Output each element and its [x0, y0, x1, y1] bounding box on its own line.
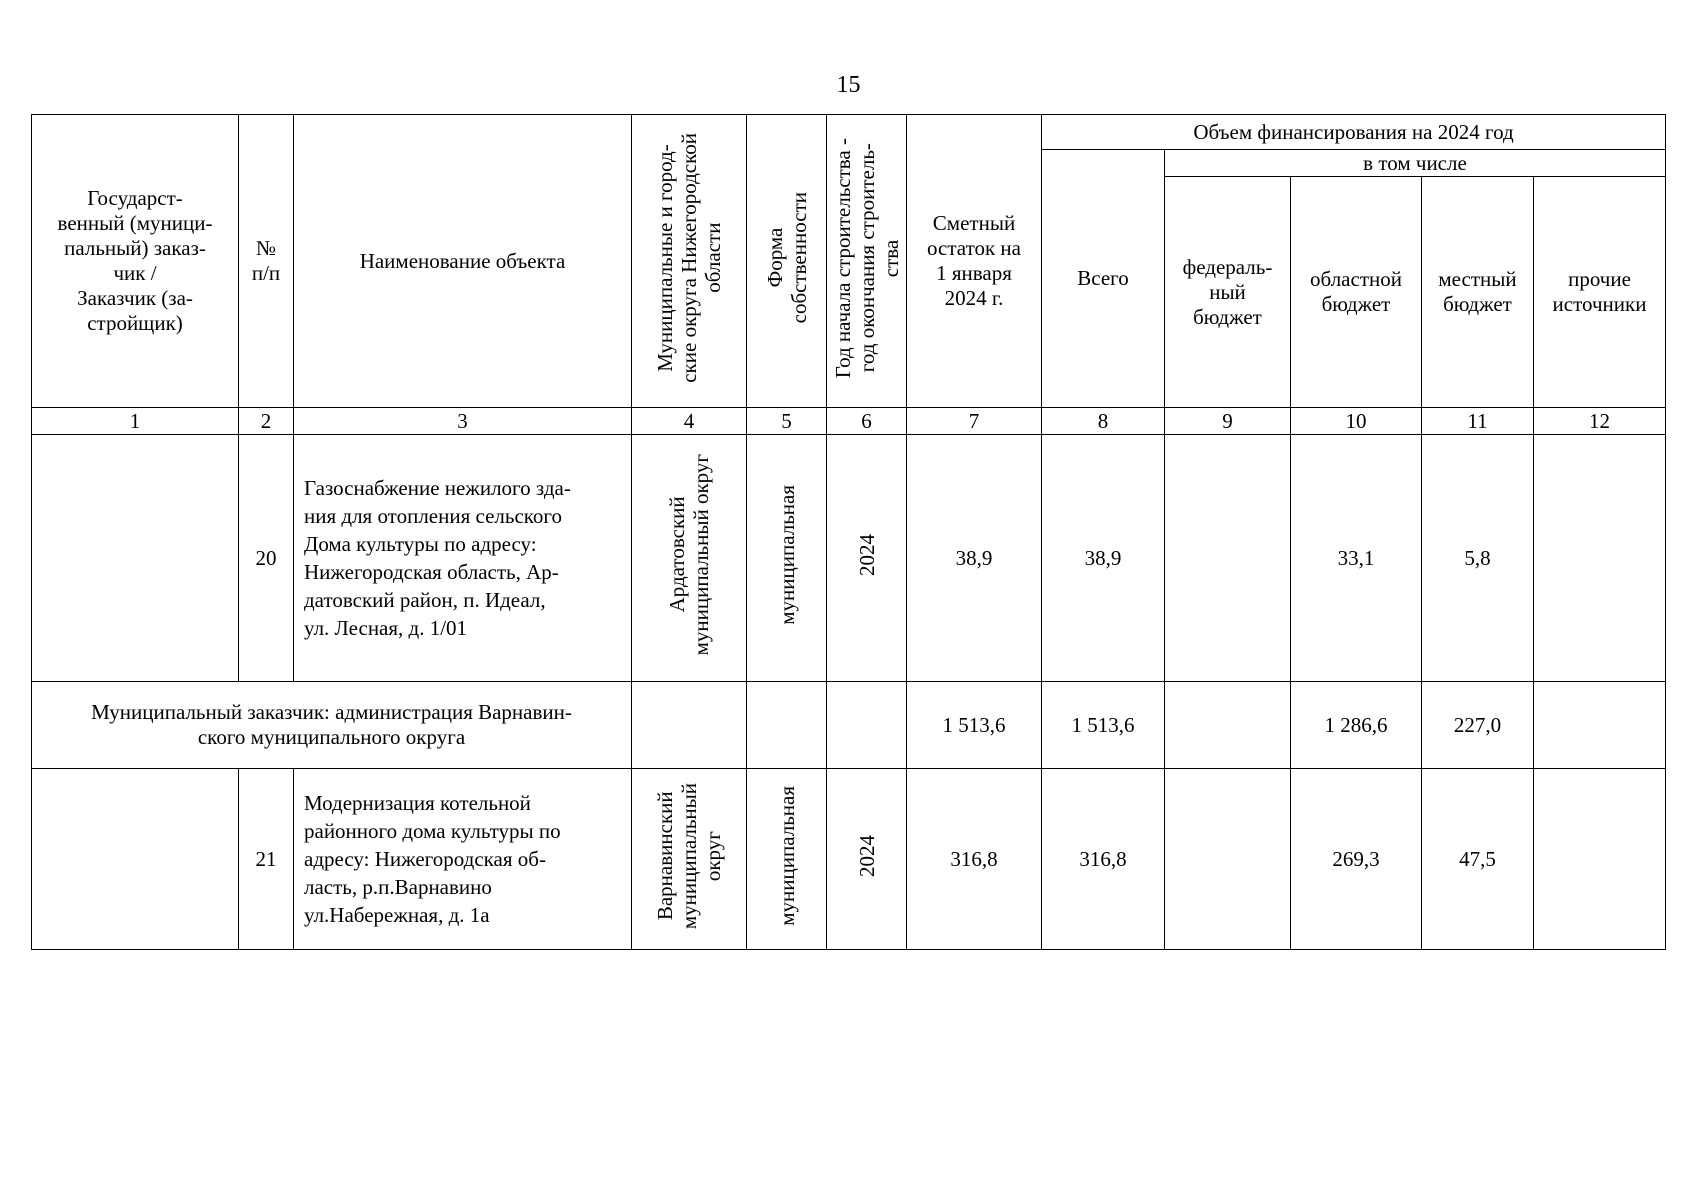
local-value: 227,0 — [1422, 682, 1534, 769]
total-value: 38,9 — [1042, 435, 1165, 682]
funding-table — [31, 114, 1666, 950]
object-name-text: Газоснабжение нежилого зда- ния для отопления сельского Дома культуры по адресу: Нижегородская область, Ар- датовский район, п. Идеал, ул. Лесная, д. 1/01 — [304, 476, 571, 640]
column-number-row — [32, 408, 1666, 435]
customer-group-row — [32, 682, 1666, 769]
header-estimated-balance — [907, 115, 1042, 408]
local-value: 5,8 — [1422, 435, 1534, 682]
ownership-cell — [747, 682, 827, 769]
header-district-text: Муниципальные и город- ские округа Нижегородской области — [653, 133, 725, 383]
header-district — [632, 115, 747, 408]
row-number: 20 — [239, 435, 294, 682]
header-other-text: прочие источники — [1552, 267, 1647, 316]
header-regional-text: областной бюджет — [1310, 267, 1402, 316]
header-funding-group — [1042, 115, 1666, 150]
federal-value — [1165, 769, 1291, 950]
years-text: 2024 — [854, 534, 879, 576]
district-cell — [632, 435, 747, 682]
column-number: 4 — [632, 408, 747, 435]
years-cell — [827, 682, 907, 769]
object-name — [294, 435, 632, 682]
header-customer — [32, 115, 239, 408]
other-value — [1534, 435, 1666, 682]
header-row — [32, 115, 1666, 150]
header-total-text: Всего — [1077, 266, 1129, 290]
header-object-name-text: Наименование объекта — [359, 248, 566, 273]
header-ownership — [747, 115, 827, 408]
column-number: 9 — [1165, 408, 1291, 435]
column-number: 5 — [747, 408, 827, 435]
header-federal-text: федераль- ный бюджет — [1182, 254, 1273, 329]
object-name-text: Модернизация котельной районного дома культуры по адресу: Нижегородская об- ласть, р.п.Варнавино ул.Набережная, д. 1а — [304, 791, 561, 927]
total-value: 1 513,6 — [1042, 682, 1165, 769]
column-number: 6 — [827, 408, 907, 435]
header-federal — [1165, 177, 1291, 408]
header-number — [239, 115, 294, 408]
column-number: 10 — [1291, 408, 1422, 435]
header-number-text: № п/п — [251, 236, 281, 285]
header-funding-group-text: Объем финансирования на 2024 год — [1193, 119, 1514, 144]
customer-group-label — [32, 682, 632, 769]
table-row — [32, 769, 1666, 950]
ownership-text: муниципальная — [774, 786, 799, 926]
header-years-text: Год начала строительства - год окончания строитель- ства — [830, 137, 903, 379]
estimated-balance-value: 316,8 — [907, 769, 1042, 950]
local-value: 47,5 — [1422, 769, 1534, 950]
federal-value — [1165, 682, 1291, 769]
header-total — [1042, 150, 1165, 408]
years-text: 2024 — [854, 835, 879, 877]
header-years — [827, 115, 907, 408]
page-number: 15 — [836, 72, 861, 98]
header-regional — [1291, 177, 1422, 408]
header-other — [1534, 177, 1666, 408]
header-local-text: местный бюджет — [1438, 267, 1517, 316]
header-customer-text: Государст- венный (муници- пальный) заказ- чик / Заказчик (за- стройщик) — [57, 186, 213, 335]
column-number: 1 — [32, 408, 239, 435]
regional-value: 269,3 — [1291, 769, 1422, 950]
estimated-balance-value: 1 513,6 — [907, 682, 1042, 769]
other-value — [1534, 769, 1666, 950]
district-cell — [632, 682, 747, 769]
ownership-text: муниципальная — [774, 485, 799, 625]
header-estimated-balance-text: Сметный остаток на 1 января 2024 г. — [927, 211, 1021, 310]
other-value — [1534, 682, 1666, 769]
regional-value: 1 286,6 — [1291, 682, 1422, 769]
district-text: Варнавинский муниципальный округ — [653, 782, 725, 930]
table-row — [32, 435, 1666, 682]
column-number: 3 — [294, 408, 632, 435]
years-cell — [827, 435, 907, 682]
regional-value: 33,1 — [1291, 435, 1422, 682]
column-number: 11 — [1422, 408, 1534, 435]
district-cell — [632, 769, 747, 950]
column-number: 8 — [1042, 408, 1165, 435]
row-number: 21 — [239, 769, 294, 950]
header-including-text: в том числе — [1363, 150, 1467, 175]
object-name — [294, 769, 632, 950]
estimated-balance-value: 38,9 — [907, 435, 1042, 682]
ownership-cell — [747, 769, 827, 950]
federal-value — [1165, 435, 1291, 682]
customer-group-text: Муниципальный заказчик: администрация Варнавин- ского муниципального округа — [91, 700, 572, 749]
years-cell — [827, 769, 907, 950]
header-including — [1165, 150, 1666, 177]
header-local — [1422, 177, 1534, 408]
district-text: Ардатовский муниципальный округ — [665, 454, 713, 656]
customer-cell — [32, 769, 239, 950]
header-ownership-text: Форма собственности — [762, 192, 811, 324]
column-number: 12 — [1534, 408, 1666, 435]
column-number: 2 — [239, 408, 294, 435]
ownership-cell — [747, 435, 827, 682]
header-object-name — [294, 115, 632, 408]
customer-cell — [32, 435, 239, 682]
total-value: 316,8 — [1042, 769, 1165, 950]
column-number: 7 — [907, 408, 1042, 435]
